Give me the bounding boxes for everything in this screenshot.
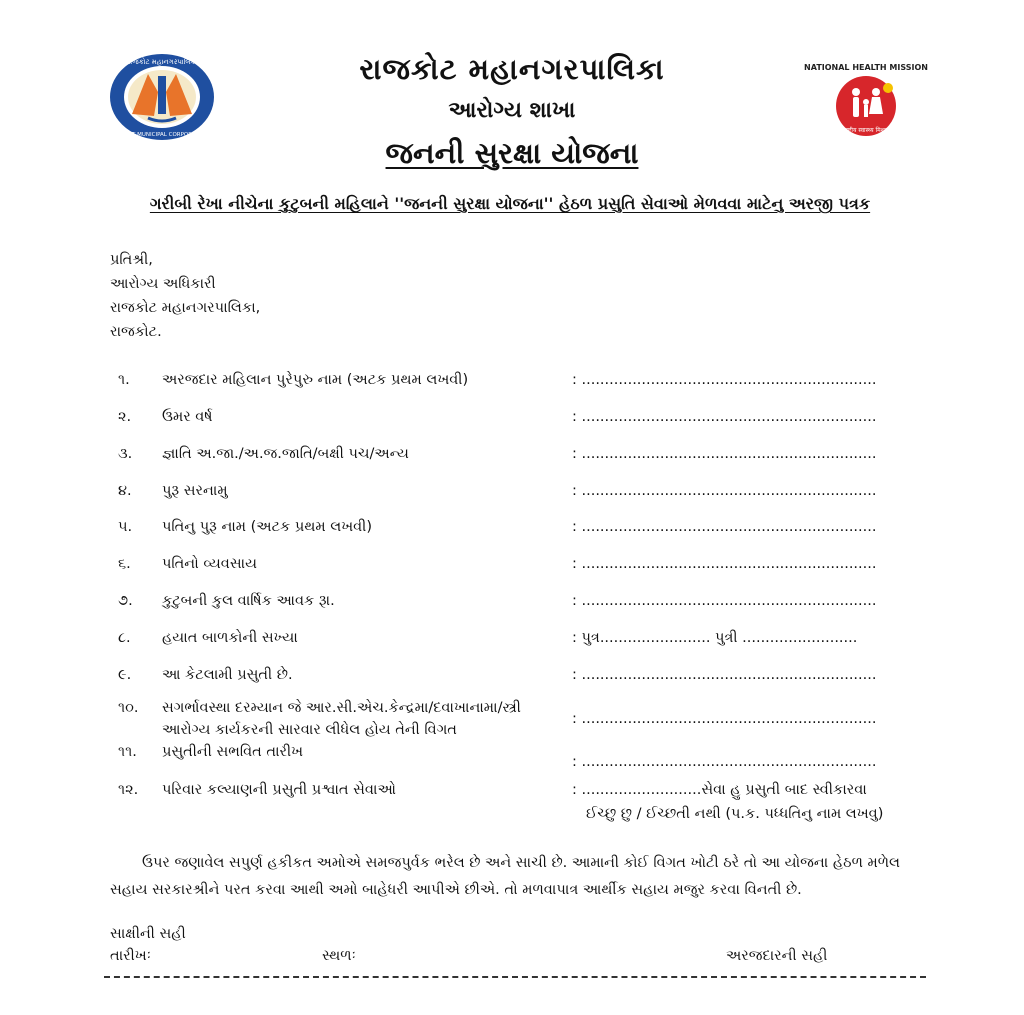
field-label: પતિનુ પુરૂ નામ (અટક પ્રથમ લખવી) <box>162 519 372 535</box>
nhm-logo-text: NATIONAL HEALTH MISSION <box>804 63 928 72</box>
cut-line <box>104 976 926 978</box>
scheme-title-text: જનની સુરક્ષા યોજના <box>385 136 639 170</box>
field-number: ૧૧. <box>118 744 137 760</box>
field-label: આ કેટલામી પ્રસુતી છે. <box>162 667 293 683</box>
scheme-title <box>0 136 1024 171</box>
field-blank[interactable]: : ................................................................ <box>572 446 877 462</box>
field-blank[interactable]: : ................................................................ <box>572 519 877 535</box>
declaration <box>110 850 920 904</box>
field-number: ૫. <box>118 519 133 535</box>
svg-text:राष्ट्रीय स्वास्थ्य मिशन: राष्ट्रीय स्वास्थ्य मिशन <box>843 127 889 134</box>
field-label: પ્રસુતીની સભવિત તારીખ <box>162 744 304 760</box>
field-blank[interactable]: : ................................................................ <box>572 667 877 683</box>
declaration-text: ઉપર જણાવેલ સપુર્ણ હકીકત અમોએ સમજપુર્વક ભરેલ છે અને સાચી છે. આમાની કોઈ વિગત ખોટી ઠરે તો આ યોજના હેઠળ મળેલ સહાય સરકારશ્રીને પરત કરવા આથી અમો બાહેધરી આપીએ છીએ. તો મળવાપાત્ર આર્થીક સહાય મજુર કરવા વિનતી છે. <box>110 855 901 898</box>
field-label: આરોગ્ય કાર્યકરની સારવાર લીધેલ હોય તેની વિગત <box>162 722 457 738</box>
org-title: રાજકોટ મહાનગરપાલિકા <box>359 52 665 86</box>
field-number: ૮. <box>118 630 131 646</box>
address-block <box>110 248 260 344</box>
dept-title: આરોગ્ય શાખા <box>448 98 576 123</box>
field-blank[interactable]: : ................................................................ <box>572 556 877 572</box>
field-label: પતિનો વ્યવસાય <box>162 556 257 572</box>
field-number: ૬. <box>118 556 131 572</box>
field-number: ૩. <box>118 446 133 462</box>
date-label: તારીખઃ <box>110 948 151 964</box>
field-number: ૧. <box>118 372 130 388</box>
address-line: આરોગ્ય અધિકારી <box>110 276 216 292</box>
field-blank[interactable]: : ................................................................ <box>572 372 877 388</box>
field-label: હયાત બાળકોની સખ્યા <box>162 630 298 646</box>
address-line: રાજકોટ મહાનગરપાલિકા, <box>110 300 261 316</box>
field-label: સગર્ભાવસ્થા દરમ્યાન જે આર.સી.એચ.કેન્દ્રમા/દવાખાનામા/સ્ત્રી <box>162 700 521 716</box>
field-number: ૯. <box>118 667 132 683</box>
field-blank[interactable]: : ................................................................ <box>572 409 877 425</box>
witness-signature: સાક્ષીની સહી <box>110 926 186 942</box>
field-label: ઉમર વર્ષ <box>162 409 213 425</box>
field-blank-continued: ઈચ્છુ છુ / ઈચ્છતી નથી (પ.ક. પધ્ધતિનુ નામ લખવુ) <box>586 806 884 822</box>
address-line: પ્રતિશ્રી, <box>110 252 153 268</box>
field-label: પુરૂ સરનામુ <box>162 483 228 499</box>
field-blank[interactable]: : ................................................................ <box>572 754 877 770</box>
form-subtitle: ગરીબી રેખા નીચેના કુટુબની મહિલાને ''જનની સુરક્ષા યોજના'' હેઠળ પ્રસુતિ સેવાઓ મેળવવા માટેનુ અરજી પત્રક <box>149 194 871 213</box>
field-blank[interactable]: : ................................................................ <box>572 593 877 609</box>
rmc-logo-text: RAJKOT MUNICIPAL CORPORATION <box>115 132 209 138</box>
field-number: ૪. <box>118 483 132 499</box>
field-label: અરજદાર મહિલાન પુરેપુરુ નામ (અટક પ્રથમ લખવી) <box>162 372 469 388</box>
field-label: જ્ઞાતિ અ.જા./અ.જ.જાતિ/બક્ષી પચ/અન્ય <box>162 446 409 462</box>
field-number: ૧૨. <box>118 782 139 798</box>
place-label: સ્થળઃ <box>322 948 356 964</box>
field-number: ૭. <box>118 593 133 609</box>
field-number: ૨. <box>118 409 132 425</box>
field-blank[interactable]: : ..........................સેવા હુ પ્રસુતી બાદ સ્વીકારવા <box>572 782 867 798</box>
field-label: પરિવાર કલ્યાણની પ્રસુતી પ્રશ્વાત સેવાઓ <box>162 782 396 798</box>
field-blank[interactable]: : પુત્ર........................ પુત્રી ......................... <box>572 630 858 646</box>
address-line: રાજકોટ. <box>110 324 162 340</box>
field-blank[interactable]: : ................................................................ <box>572 711 877 727</box>
field-number: ૧૦. <box>118 700 139 716</box>
field-blank[interactable]: : ................................................................ <box>572 483 877 499</box>
applicant-signature: અરજદારની સહી <box>726 948 828 964</box>
svg-text:રાજકોટ મહાનગરપાલિકા: રાજકોટ મહાનગરપાલિકા <box>126 58 198 66</box>
field-label: કુટુબની કુલ વાર્ષિક આવક રૂા. <box>162 593 335 609</box>
